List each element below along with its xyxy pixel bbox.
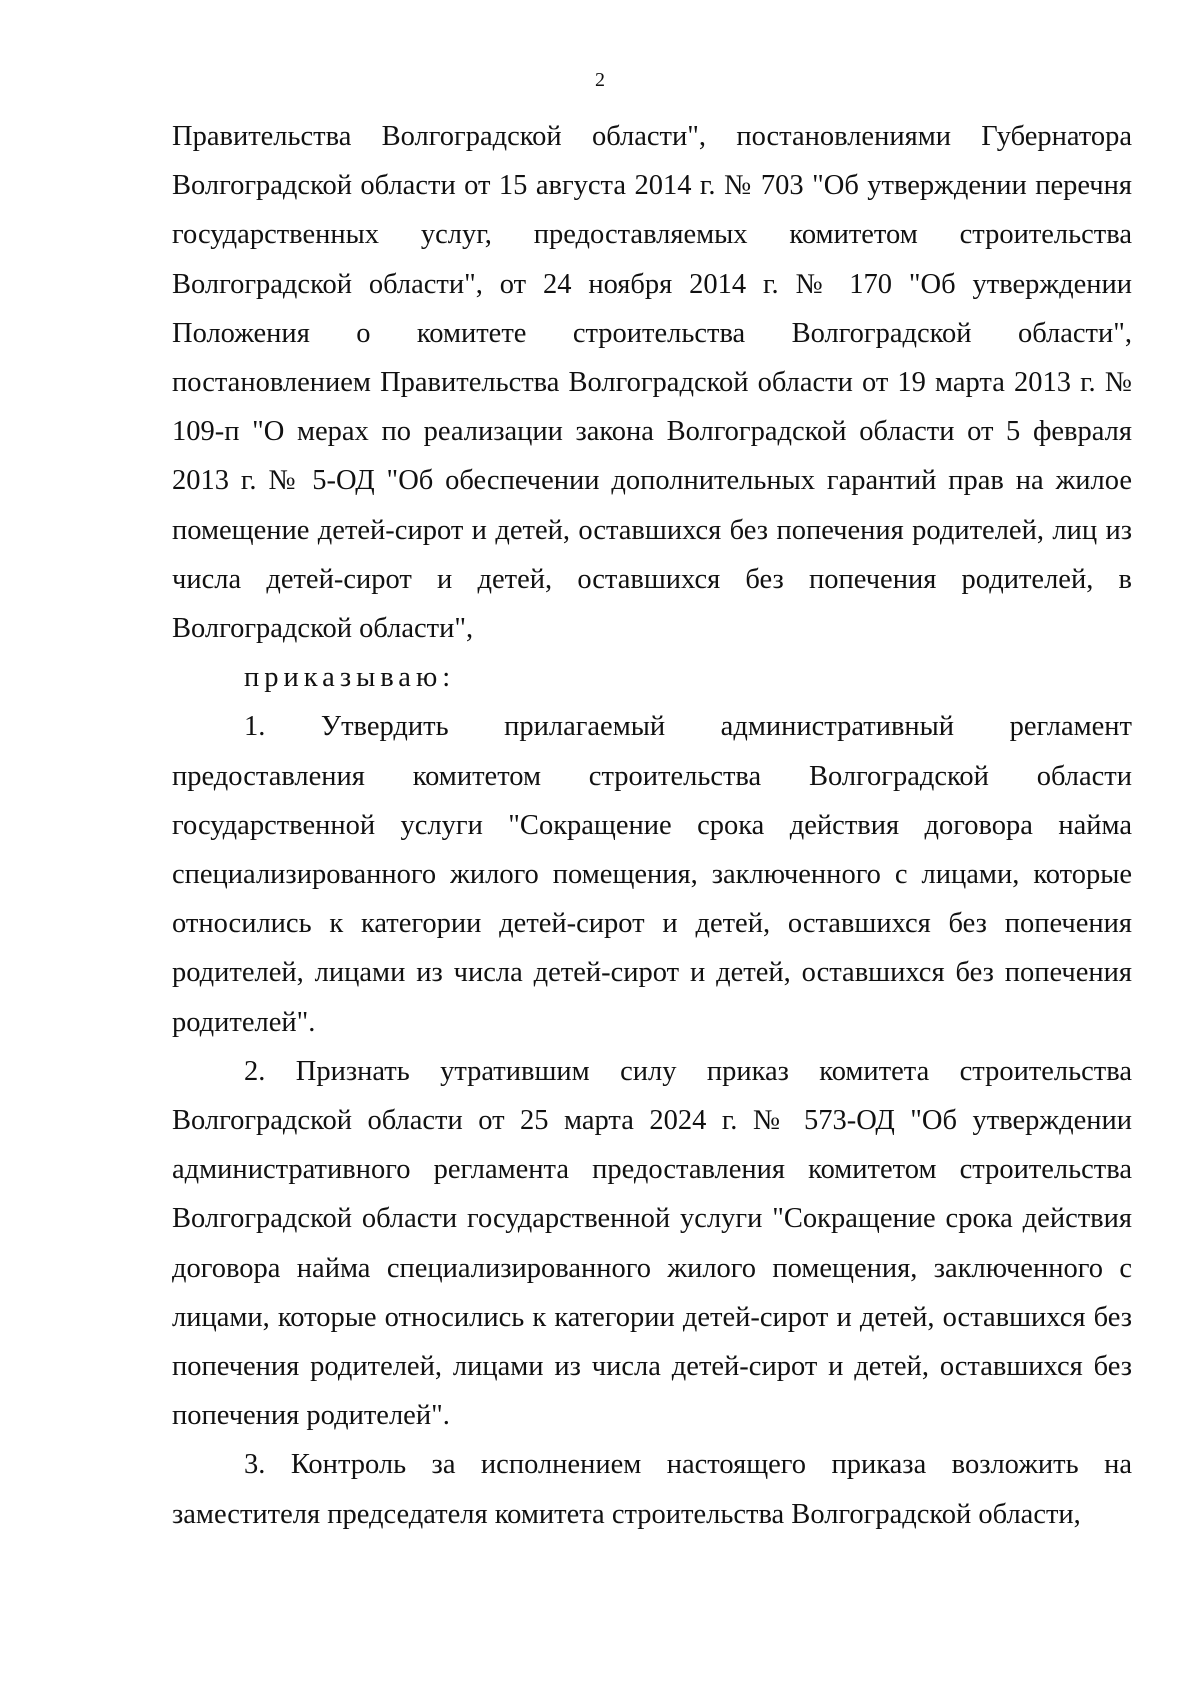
- page-number: 2: [595, 69, 605, 91]
- paragraph-item-1: 1. Утвердить прилагаемый административный регламент предоставления комитетом строительства Волгоградской области государственной услуги "Сокращение срока действия договора найма специализированного жилого помещения, заключенного с лицами, которые относились к категории детей-сирот и детей, оставшихся без попечения родителей, лицами из числа детей-сирот и детей, оставшихся без попечения родителей".: [172, 711, 1132, 1038]
- paragraph-item-3: 3. Контроль за исполнением настоящего приказа возложить на заместителя председателя комитета строительства Волгоградской области,: [172, 1449, 1132, 1530]
- paragraph-preamble-continuation: Правительства Волгоградской области", постановлениями Губернатора Волгоградской области от 15 августа 2014 г. № 703 "Об утверждении перечня государственных услуг, предоставляемых комитетом строительства Волгоградской области", от 24 ноября 2014 г. № 170 "Об утверждении Положения о комитете строительства Волгоградской области", постановлением Правительства Волгоградской области от 19 марта 2013 г. № 109-п "О мерах по реализации закона Волгоградской области от 5 февраля 2013 г. № 5-ОД "Об обеспечении дополнительных гарантий прав на жилое помещение детей-сирот и детей, оставшихся без попечения родителей, лиц из числа детей-сирот и детей, оставшихся без попечения родителей, в Волгоградской области",: [172, 121, 1132, 645]
- paragraph-order-word: приказываю:: [244, 662, 456, 694]
- paragraph-item-2: 2. Признать утратившим силу приказ комитета строительства Волгоградской области от 25 марта 2024 г. № 573-ОД "Об утверждении административного регламента предоставления комитетом строительства Волгоградской области государственной услуги "Сокращение срока действия договора найма специализированного жилого помещения, заключенного с лицами, которые относились к категории детей-сирот и детей, оставшихся без попечения родителей, лицами из числа детей-сирот и детей, оставшихся без попечения родителей".: [172, 1055, 1132, 1432]
- document-body: [172, 112, 1132, 1539]
